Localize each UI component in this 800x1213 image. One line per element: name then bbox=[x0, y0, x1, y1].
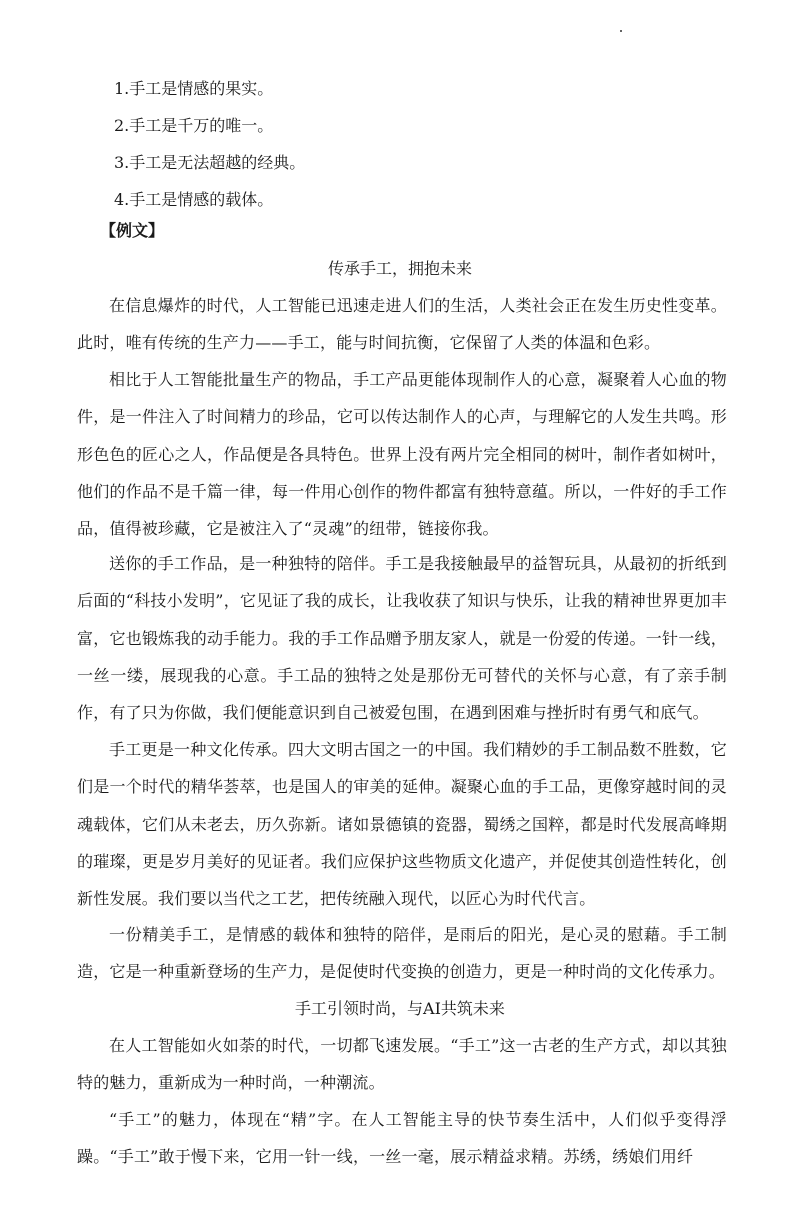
point-item: 3.手工是无法超越的经典。 bbox=[114, 153, 306, 172]
essay1-paragraph: 在信息爆炸的时代，人工智能已迅速走进人们的生活，人类社会正在发生历史性变革。此时，唯有传统的生产力——手工，能与时间抗衡，它保留了人类的体温和色彩。 bbox=[77, 296, 727, 353]
scan-speck bbox=[620, 30, 622, 32]
point-item: 1.手工是情感的果实。 bbox=[114, 79, 274, 98]
section-label: 【例文】 bbox=[100, 221, 165, 240]
essay1-paragraph: 送你的手工作品，是一种独特的陪伴。手工是我接触最早的益智玩具，从最初的折纸到后面的“科技小发明”，它见证了我的成长，让我收获了知识与快乐，让我的精神世界更加丰富，它也锻炼我的动手能力。我的手工作品赠予朋友家人，就是一份爱的传递。一针一线，一丝一缕，展现我的心意。手工品的独特之处是那份无可替代的关怀与心意，有了亲手制作，有了只为你做，我们便能意识到自己被爱包围，在遇到困难与挫折时有勇气和底气。 bbox=[77, 554, 727, 723]
essay2-paragraph: 在人工智能如火如荼的时代，一切都飞速发展。“手工”这一古老的生产方式，却以其独特的魅力，重新成为一种时尚，一种潮流。 bbox=[77, 1036, 727, 1093]
essay1-paragraph: 相比于人工智能批量生产的物品，手工产品更能体现制作人的心意，凝聚着人心血的物件，是一件注入了时间精力的珍品，它可以传达制作人的心声，与理解它的人发生共鸣。形形色色的匠心之人，作品便是各具特色。世界上没有两片完全相同的树叶，制作者如树叶，他们的作品不是千篇一律，每一件用心创作的物件都富有独特意蕴。所以，一件好的手工作品，值得被珍藏，它是被注入了“灵魂”的纽带，链接你我。 bbox=[77, 370, 727, 539]
essay2-paragraph: “手工”的魅力，体现在“精”字。在人工智能主导的快节奏生活中，人们似乎变得浮躁。“手工”敢于慢下来，它用一针一线，一丝一毫，展示精益求精。苏绣，绣娘们用纤 bbox=[77, 1110, 727, 1167]
point-item: 2.手工是千万的唯一。 bbox=[114, 116, 274, 135]
points-list bbox=[114, 70, 305, 218]
essay1-paragraph: 一份精美手工，是情感的载体和独特的陪伴，是雨后的阳光，是心灵的慰藉。手工制造，它是一种重新登场的生产力，是促使时代变换的创造力，更是一种时尚的文化传承力。 bbox=[77, 925, 727, 982]
essay1-paragraph: 手工更是一种文化传承。四大文明古国之一的中国。我们精妙的手工制品数不胜数，它们是一个时代的精华荟萃，也是国人的审美的延伸。凝聚心血的手工品，更像穿越时间的灵魂载体，它们从未老去，历久弥新。诸如景德镇的瓷器，蜀绣之国粹，都是时代发展高峰期的璀璨，更是岁月美好的见证者。我们应保护这些物质文化遗产，并促使其创造性转化，创新性发展。我们要以当代之工艺，把传统融入现代，以匠心为时代代言。 bbox=[77, 740, 727, 909]
point-item: 4.手工是情感的载体。 bbox=[114, 190, 274, 209]
essay2-title: 手工引领时尚，与AI共筑未来 bbox=[295, 999, 505, 1018]
essay1-title: 传承手工，拥抱未来 bbox=[327, 259, 472, 278]
